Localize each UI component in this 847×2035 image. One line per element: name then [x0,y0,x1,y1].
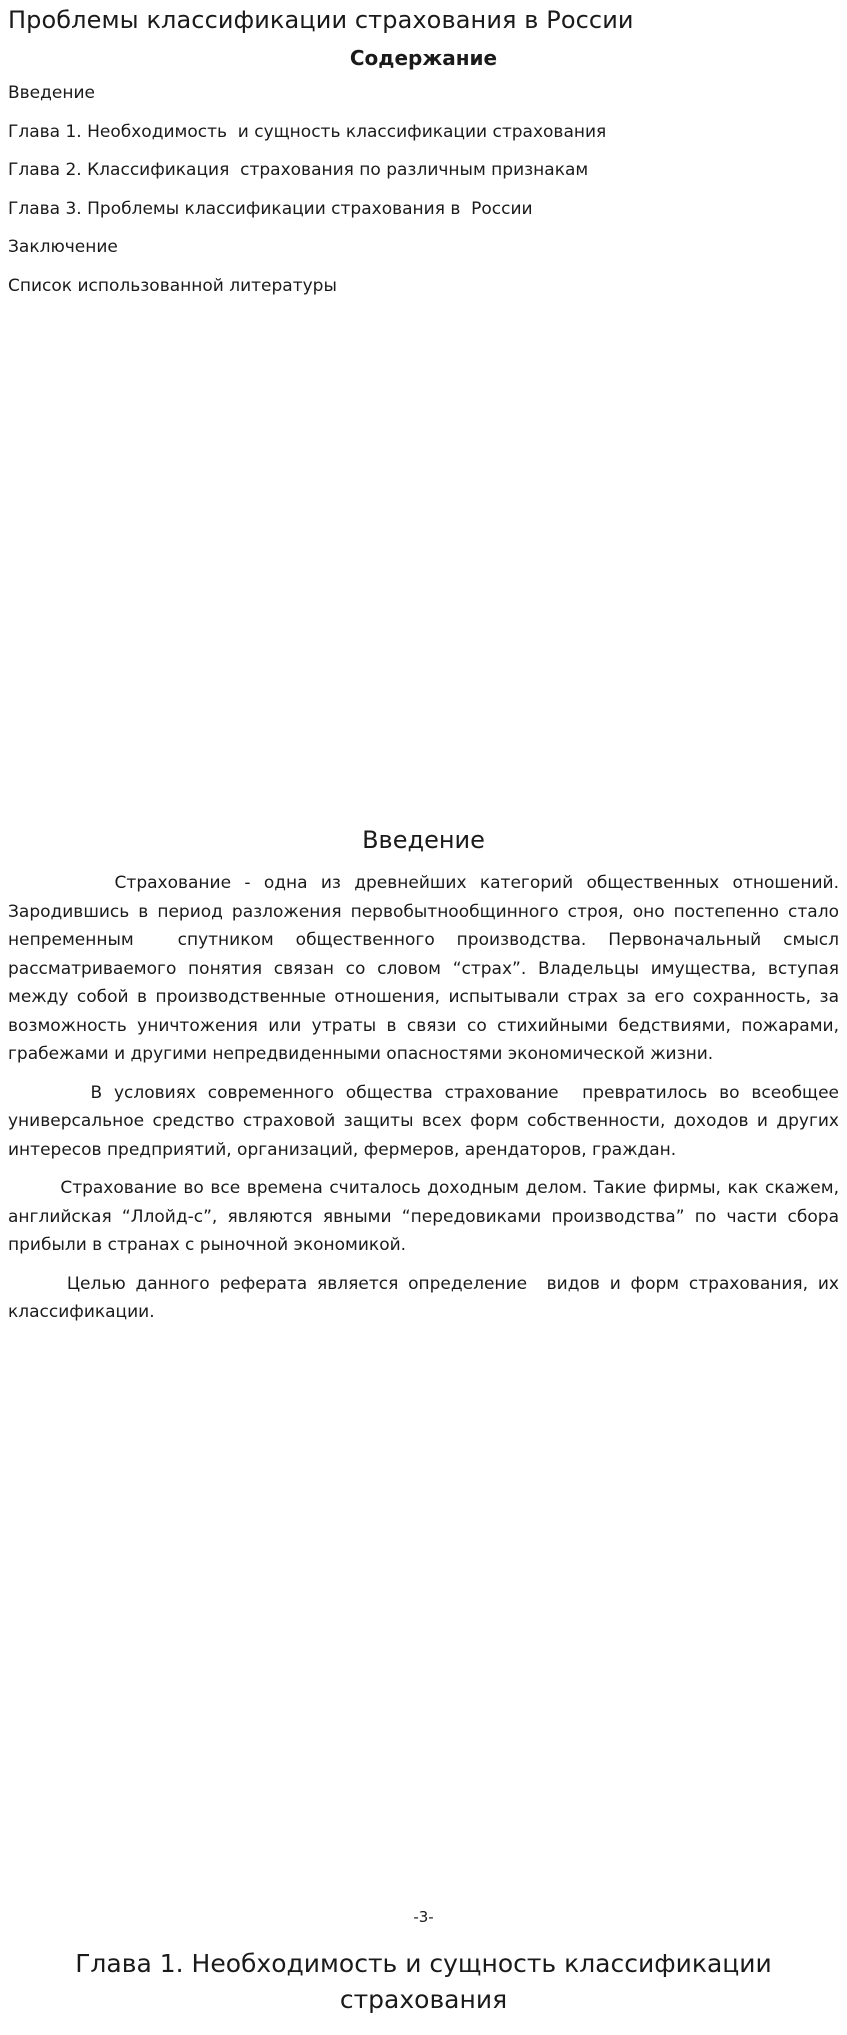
document-title: Проблемы классификации страхования в России [8,6,634,34]
toc-item-chapter-1: Глава 1. Необходимость и сущность классификации страхования [8,121,607,142]
page-number: -3- [413,1908,434,1926]
toc-item-introduction: Введение [8,83,95,103]
toc-heading: Содержание [349,46,498,70]
toc-item-bibliography: Список использованной литературы [8,275,337,296]
introduction-heading: Введение [362,826,485,854]
introduction-body [8,869,845,1337]
toc-item-chapter-2: Глава 2. Классификация страхования по различным признакам [8,160,589,180]
table-of-contents [8,82,606,313]
introduction-paragraph: Целью данного реферата является определение видов и форм страхования, их классификации. [8,1273,845,1322]
introduction-paragraph: Страхование - одна из древнейших категорий общественных отношений. Зародившись в период разложения первобытнообщинного строя, оно постепенно стало непременным спутником общественного производства. Первоначальный смысл рассматриваемого понятия связан со словом “страх”. Владельцы имущества, вступая между собой в производственные отношения, испытывали страх за его сохранность, за возможность уничтожения или утраты в связи со стихийными бедствиями, пожарами, грабежами и другими непредвиденными опасностями экономической жизни. [8,873,845,1064]
chapter-1-heading: Глава 1. Необходимость и сущность классификации страхования [75,1949,772,2014]
introduction-paragraph: В условиях современного общества страхование превратилось во всеобщее универсальное средство страховой защиты всех форм собственности, доходов и других интересов предприятий, организаций, фермеров, арендаторов, граждан. [8,1082,845,1160]
toc-item-chapter-3: Глава 3. Проблемы классификации страхования в России [8,198,533,219]
toc-item-conclusion: Заключение [8,237,118,257]
introduction-paragraph: Страхование во все времена считалось доходным делом. Такие фирмы, как скажем, английская “Ллойд-с”, являются явными “передовиками производства” по части сбора прибыли в странах с рыночной экономикой. [8,1178,845,1255]
